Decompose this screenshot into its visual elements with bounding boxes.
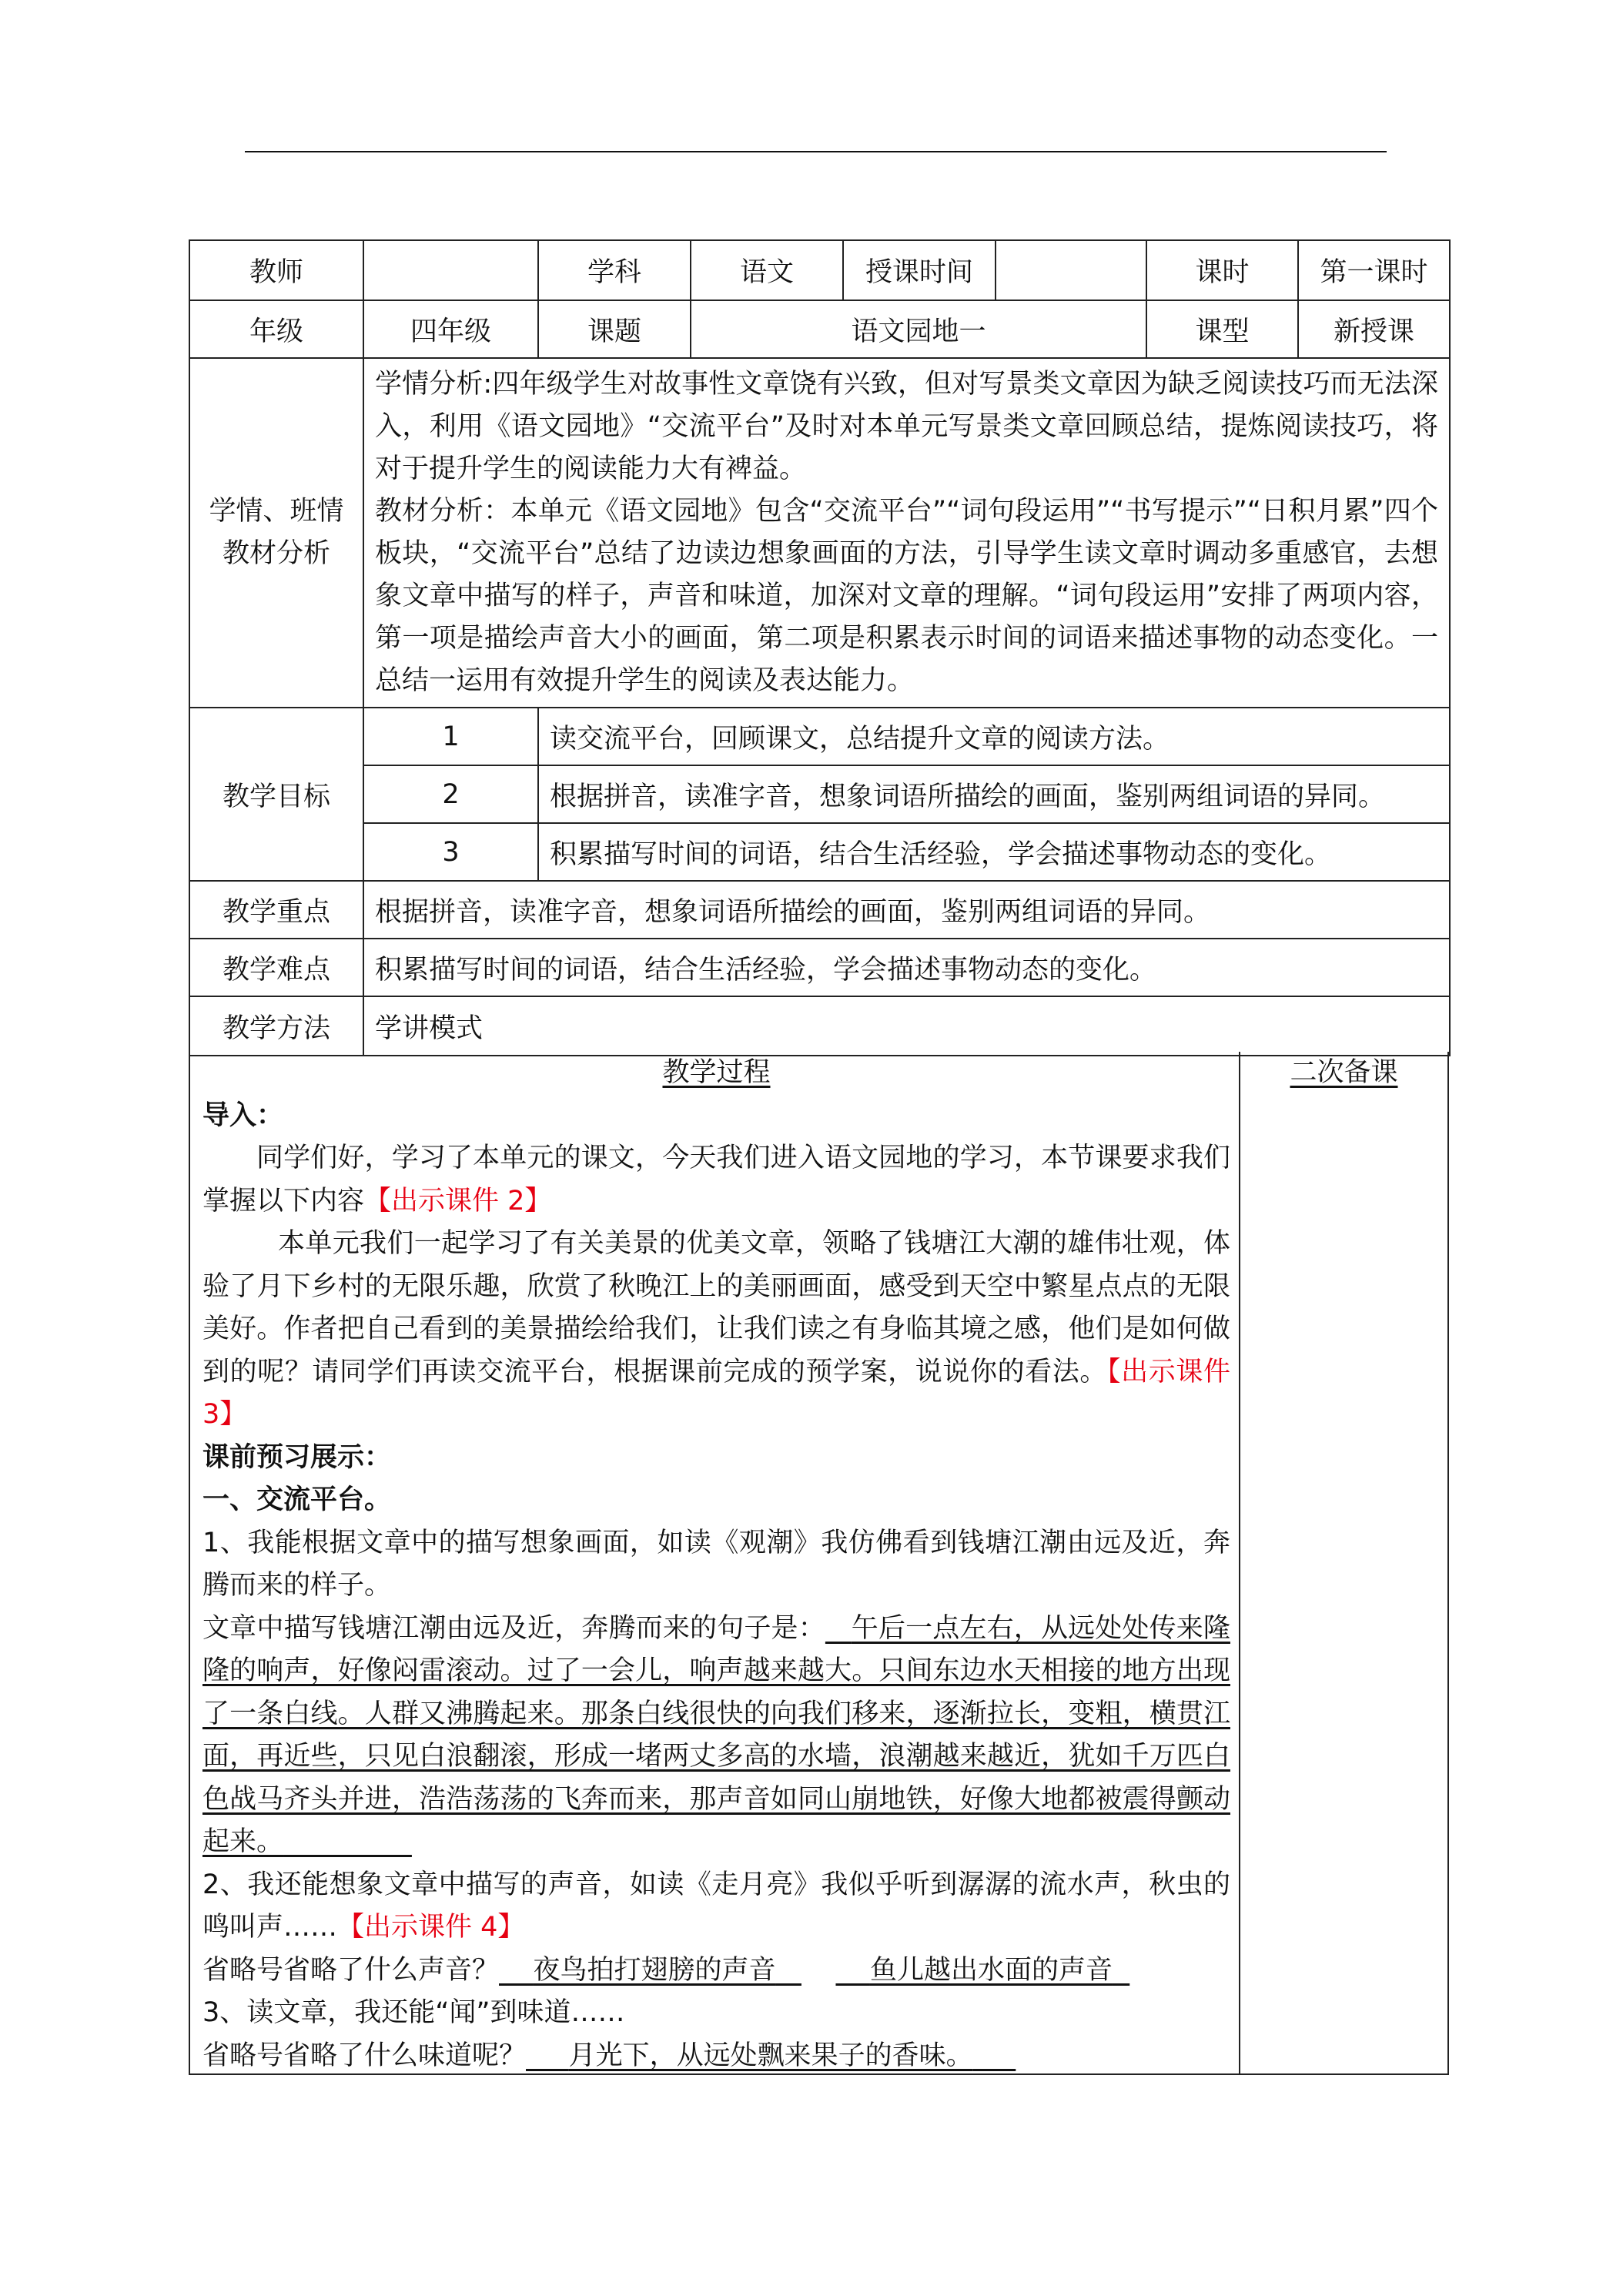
- item-2-answer-1: [499, 1955, 801, 1986]
- key-point-label: 教学重点: [189, 881, 363, 939]
- item-2-question: [202, 1950, 1230, 1993]
- difficulty-label: 教学难点: [189, 939, 363, 996]
- intro-title: 导入：: [202, 1099, 284, 1131]
- process-heading: [202, 1052, 1230, 1095]
- item-2-answer-1-text: 夜鸟拍打翅膀的声音: [533, 1954, 776, 1986]
- process-content: [202, 1052, 1230, 2077]
- item-3-question-text: 省略号省略了什么味道呢？: [202, 2040, 527, 2071]
- analysis-label: [189, 358, 363, 708]
- key-point-text: 根据拼音，读准字音，想象词语所描绘的画面，鉴别两组词语的异同。: [363, 881, 1450, 939]
- item-1-question: [202, 1608, 1230, 1864]
- intro-paragraph-1: [202, 1137, 1230, 1223]
- period-value: 第一课时: [1298, 240, 1450, 300]
- material-analysis: 教材分析：本单元《语文园地》包含“交流平台”“词句段运用”“书写提示”“日积月累”四个板块，“交流平台”总结了边读边想象画面的方法，引导学生读文章时调动多重感官，去想象文章中描写的样子，声音和味道，加深对文章的理解。“词句段运用”安排了两项内容，第一项是描绘声音大小的画面，第二项是积累表示时间的词语来描述事物的动态变化。一总结一运用有效提升学生的阅读及表达能力。: [375, 496, 1438, 696]
- second-prep-heading-text: 二次备课: [1290, 1057, 1398, 1088]
- preview-title: 课前预习展示：: [202, 1441, 392, 1473]
- grade-label: 年级: [189, 300, 363, 358]
- goal-num-3: 3: [363, 823, 538, 881]
- item-1: 1、我能根据文章中的描写想象画面，如读《观潮》我仿佛看到钱塘江潮由远及近，奔腾而来的样子。: [202, 1527, 1230, 1601]
- courseware-tag-4: 【出示课件 4】: [337, 1912, 525, 1943]
- grade-value: 四年级: [363, 300, 538, 358]
- item-3-answer-text: 月光下，从远处飘来果子的香味。: [568, 2040, 973, 2071]
- header-rule: [245, 151, 1387, 152]
- topic-label: 课题: [538, 300, 691, 358]
- item-2-answer-2-text: 鱼儿越出水面的声音: [869, 1954, 1113, 1986]
- lesson-info-table: [189, 239, 1451, 1056]
- intro-p1-text: 同学们好，学习了本单元的课文，今天我们进入语文园地的学习，本节课要求我们掌握以下内容: [202, 1143, 1230, 1217]
- item-3-answer: [526, 2040, 1016, 2071]
- analysis-content: [363, 358, 1450, 708]
- process-heading-text: 教学过程: [662, 1057, 771, 1088]
- courseware-tag-2: 【出示课件 2】: [364, 1185, 552, 1217]
- time-label: 授课时间: [843, 240, 996, 300]
- item-3: 3、读文章，我还能“闻”到味道……: [202, 1997, 625, 2028]
- analysis-label-line2: 教材分析: [222, 538, 330, 569]
- difficulty-text: 积累描写时间的词语，结合生活经验，学会描述事物动态的变化。: [363, 939, 1450, 996]
- goal-text-3: 积累描写时间的词语，结合生活经验，学会描述事物动态的变化。: [538, 823, 1450, 881]
- type-value: 新授课: [1298, 300, 1450, 358]
- item-1-answer: [202, 1613, 1230, 1858]
- courseware-tag-3: 【出示课件 3】: [202, 1356, 1230, 1430]
- method-text: 学讲模式: [363, 996, 1450, 1056]
- second-prep-heading: [1239, 1052, 1449, 1095]
- analysis-label-line1: 学情、班情: [209, 496, 344, 527]
- student-analysis: 学情分析:四年级学生对故事性文章饶有兴致，但对写景类文章因为缺乏阅读技巧而无法深入，利用《语文园地》“交流平台”及时对本单元写景类文章回顾总结，提炼阅读技巧，将对于提升学生的阅读能力大有裨益。: [375, 369, 1438, 484]
- type-label: 课型: [1146, 300, 1298, 358]
- intro-p2-text: 本单元我们一起学习了有关美景的优美文章，领略了钱塘江大潮的雄伟壮观，体验了月下乡村的无限乐趣，欣赏了秋晚江上的美丽画面，感受到天空中繁星点点的无限美好。作者把自己看到的美景描绘给我们，让我们读之有身临其境之感，他们是如何做到的呢？请同学们再读交流平台，根据课前完成的预学案，说说你的看法。: [202, 1228, 1230, 1387]
- subject-value: 语文: [691, 240, 843, 300]
- topic-value: 语文园地一: [691, 300, 1146, 358]
- teacher-label: 教师: [189, 240, 363, 300]
- goal-text-2: 根据拼音，读准字音，想象词语所描绘的画面，鉴别两组词语的异同。: [538, 765, 1450, 823]
- teacher-value: [363, 240, 538, 300]
- subject-label: 学科: [538, 240, 691, 300]
- period-label: 课时: [1146, 240, 1298, 300]
- goal-num-2: 2: [363, 765, 538, 823]
- goal-text-1: 读交流平台，回顾课文，总结提升文章的阅读方法。: [538, 708, 1450, 765]
- item-2-text: 2、我还能想象文章中描写的声音，如读《走月亮》我似乎听到潺潺的流水声，秋虫的鸣叫声……: [202, 1869, 1230, 1943]
- item-2-question-text: 省略号省略了什么声音？: [202, 1954, 500, 1986]
- goal-num-1: 1: [363, 708, 538, 765]
- item-1-answer-text: 午后一点左右，从远处处传来隆隆的响声，好像闷雷滚动。过了一会儿，响声越来越大。只间东边水天相接的地方出现了一条白线。人群又沸腾起来。那条白线很快的向我们移来，逐渐拉长，变粗，横贯江面，再近些，只见白浪翻滚，形成一堵两丈多高的水墙，浪潮越来越近，犹如千万匹白色战马齐头并进，浩浩荡荡的飞奔而来，那声音如同山崩地铁，好像大地都被震得颤动起来。: [202, 1612, 1230, 1857]
- section1-title: 一、交流平台。: [202, 1484, 392, 1515]
- goals-label: 教学目标: [189, 708, 363, 881]
- item-3-question: [202, 2035, 1230, 2078]
- item-1-question-text: 文章中描写钱塘江潮由远及近，奔腾而来的句子是：: [202, 1612, 825, 1644]
- intro-paragraph-2: [202, 1223, 1230, 1437]
- teaching-process-section: [189, 1052, 1449, 2075]
- item-2: [202, 1864, 1230, 1950]
- time-value: [996, 240, 1146, 300]
- method-label: 教学方法: [189, 996, 363, 1056]
- process-divider: [1239, 1052, 1240, 2073]
- item-2-answer-2: [835, 1955, 1129, 1986]
